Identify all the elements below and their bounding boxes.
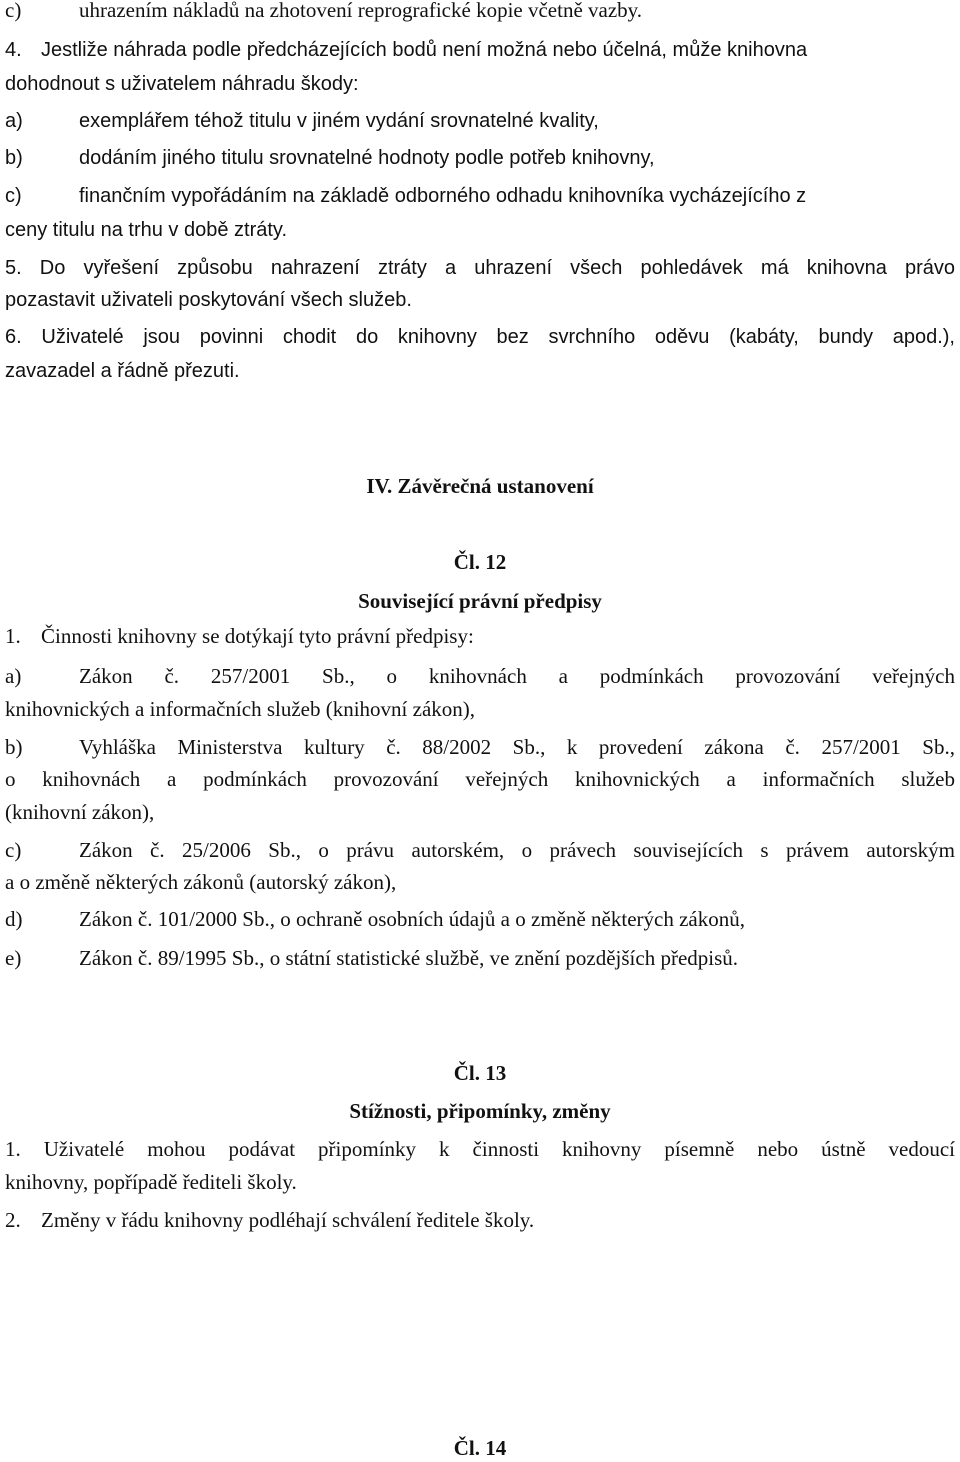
paragraph-5-line-2: pozastavit uživateli poskytování všech služeb. [5,289,412,311]
item-c-fee: c) uhrazením nákladů na zhotovení reprografické kopie včetně vazby. [5,0,643,22]
item-a-library-act-line-2: knihovnických a informačních služeb (knihovní zákon), [5,697,476,721]
item-e-statistics-act: e) Zákon č. 89/1995 Sb., o státní statistické službě, ve znění pozdějších předpisů. [5,946,739,970]
article-13-number: Čl. 13 [453,1061,507,1085]
item-b-decree-line-3: (knihovní zákon), [5,800,155,824]
article-12-paragraph-1: 1. Činnosti knihovny se dotýkají tyto právní předpisy: [5,624,474,648]
paragraph-6-line-2: zavazadel a řádně přezuti. [5,360,240,382]
item-b-decree-line-1: b) Vyhláška Ministerstva kultury č. 88/2002 Sb., k provedení zákona č. 257/2001 Sb., [5,735,955,759]
article-12-title: Související právní předpisy [358,589,602,613]
article-14-number: Čl. 14 [453,1436,507,1460]
item-b-decree-line-2: o knihovnách a podmínkách provozování veřejných knihovnických a informačních služeb [5,767,955,791]
paragraph-4-line-1: 4. Jestliže náhrada podle předcházejících bodů není možná nebo účelná, může knihovna [5,39,808,61]
paragraph-6-line-1: 6. Uživatelé jsou povinni chodit do knihovny bez svrchního oděvu (kabáty, bundy apod.), [5,326,955,348]
article-13-paragraph-1-line-1: 1. Uživatelé mohou podávat připomínky k činnosti knihovny písemně nebo ústně vedoucí [5,1137,955,1161]
item-b-delivery: b) dodáním jiného titulu srovnatelné hodnoty podle potřeb knihovny, [5,147,655,169]
article-13-title: Stížnosti, připomínky, změny [349,1099,611,1123]
item-c-settlement-line-1: c) finančním vypořádáním na základě odborného odhadu knihovníka vycházejícího z [5,185,807,207]
item-d-data-protection-act: d) Zákon č. 101/2000 Sb., o ochraně osobních údajů a o změně některých zákonů, [5,907,745,931]
item-c-copyright-act-line-1: c) Zákon č. 25/2006 Sb., o právu autorském, o právech souvisejících s právem autorským [5,838,955,862]
item-a-exemplar: a) exemplářem téhož titulu v jiném vydání srovnatelné kvality, [5,110,599,132]
paragraph-5-line-1: 5. Do vyřešení způsobu nahrazení ztráty a uhrazení všech pohledávek má knihovna právo [5,257,955,279]
paragraph-4-line-2: dohodnout s uživatelem náhradu škody: [5,73,359,95]
section-heading-iv: IV. Závěrečná ustanovení [366,474,594,498]
item-a-library-act-line-1: a) Zákon č. 257/2001 Sb., o knihovnách a podmínkách provozování veřejných [5,664,955,688]
article-13-paragraph-2: 2. Změny v řádu knihovny podléhají schválení ředitele školy. [5,1208,535,1232]
article-13-paragraph-1-line-2: knihovny, popřípadě řediteli školy. [5,1170,297,1194]
item-c-settlement-line-2: ceny titulu na trhu v době ztráty. [5,219,288,241]
item-c-copyright-act-line-2: a o změně některých zákonů (autorský zákon), [5,870,397,894]
article-12-number: Čl. 12 [453,550,507,574]
